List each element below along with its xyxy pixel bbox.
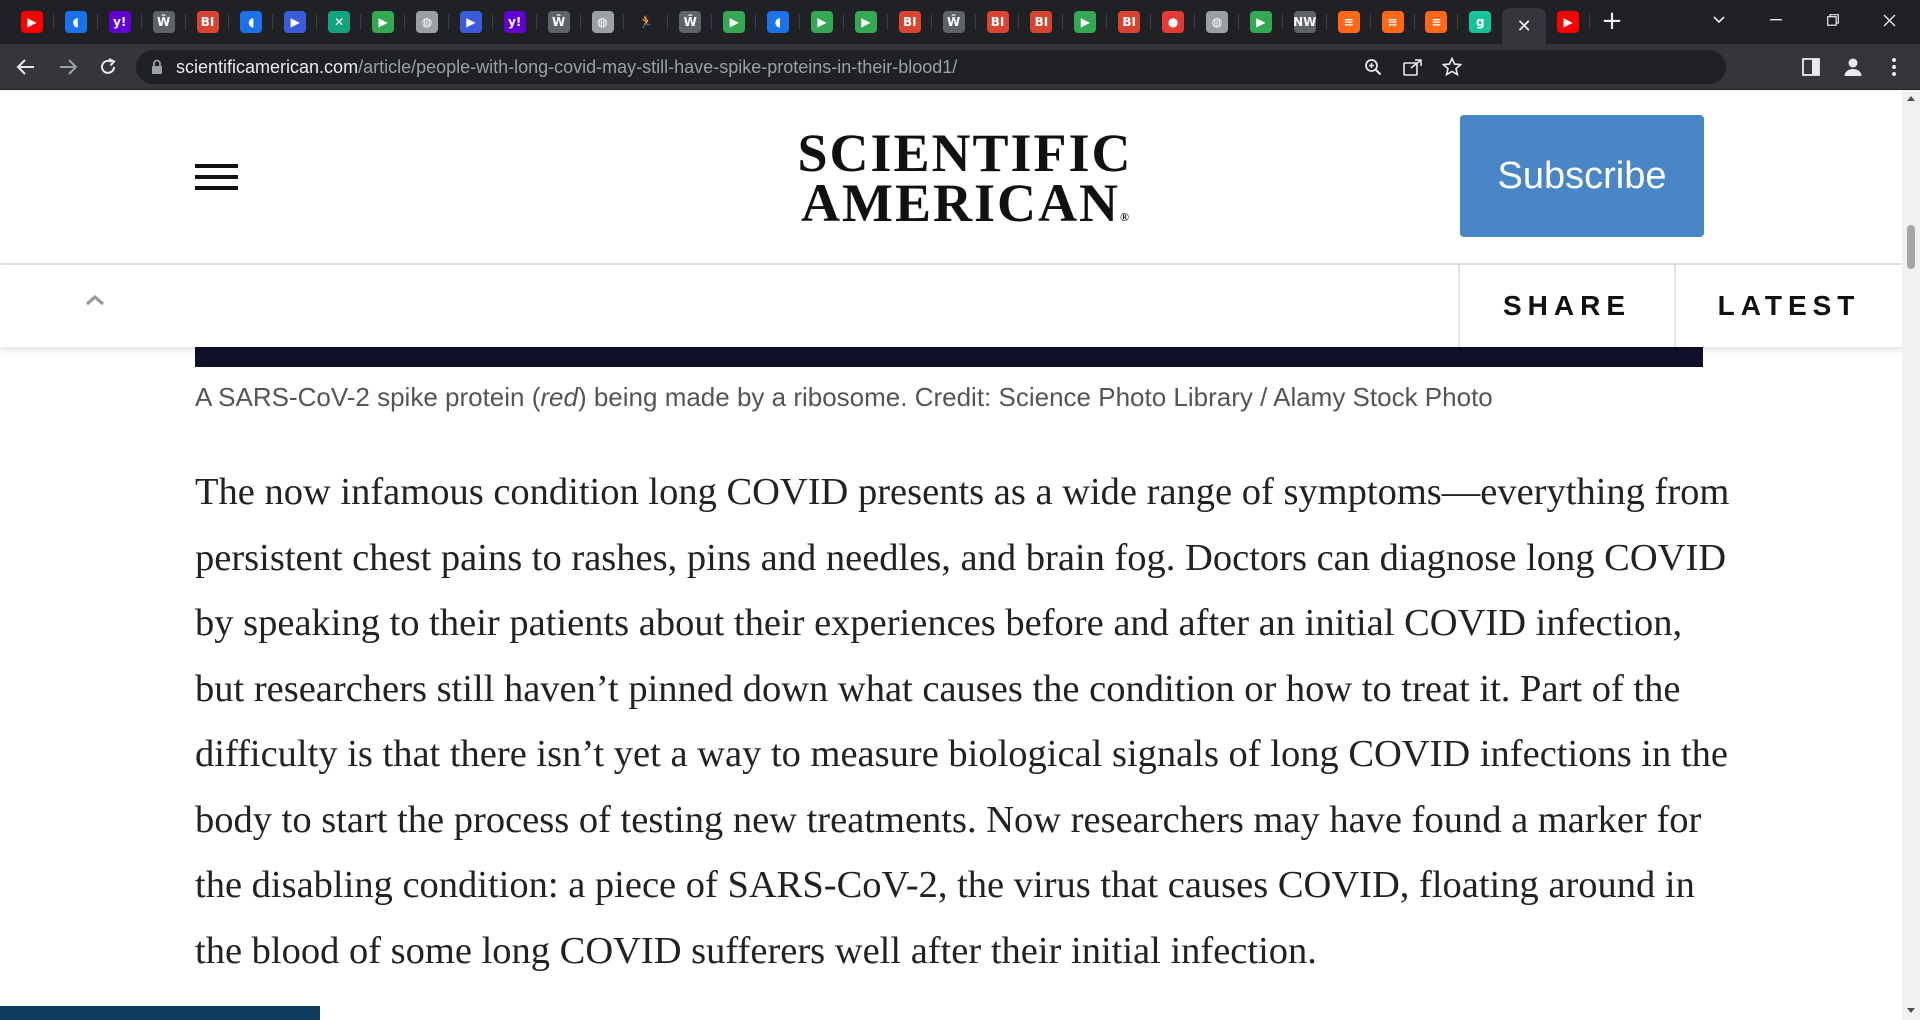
subscribe-button[interactable]: Subscribe <box>1460 115 1704 237</box>
browser-tab[interactable] <box>1019 0 1063 44</box>
grammarly-icon: g <box>1469 11 1491 33</box>
newspaper-icon: NW <box>1294 11 1316 33</box>
browser-tab[interactable] <box>712 0 756 44</box>
business-insider-icon: BI <box>1118 11 1140 33</box>
close-window-button[interactable] <box>1866 0 1912 40</box>
microphone-icon: ● <box>1162 11 1184 33</box>
browser-tab[interactable] <box>976 0 1020 44</box>
share-page-icon[interactable] <box>1403 58 1423 81</box>
bookmark-icon: ▶ <box>284 11 306 33</box>
more-menu-icon[interactable] <box>1878 51 1910 83</box>
sticky-subnav <box>0 265 1902 347</box>
browser-tab[interactable] <box>493 0 537 44</box>
site-logo[interactable] <box>770 123 1160 242</box>
article-paragraph: The now infamous condition long COVID presents as a wide range of symptoms—everything from persistent chest pains to rashes, pins and needles, and brain fog. Doctors can diagnose long COVID by speaking to their patients about their experiences before and after an initial COVID infection, but researchers still haven’t pinned down what causes the condition or how to treat it. Part of the difficulty is that there isn’t yet a way to measure biological signals of long COVID infections in the body to start the process of testing new treatments. Now researchers may have found a marker for the disabling condition: a piece of SARS-CoV-2, the virus that causes COVID, floating around in the blood of some long COVID sufferers well after their initial infection. <box>195 471 1730 972</box>
bookmark-star-icon[interactable] <box>1442 57 1462 82</box>
latest-button[interactable]: LATEST <box>1674 265 1902 347</box>
browser-tab[interactable] <box>10 0 54 44</box>
browser-tab[interactable] <box>1239 0 1283 44</box>
browser-tab[interactable] <box>1546 0 1590 44</box>
business-insider-icon: BI <box>899 11 921 33</box>
play-icon: ▶ <box>1250 11 1272 33</box>
scrollbar-thumb[interactable] <box>1907 225 1915 269</box>
browser-tab[interactable] <box>405 0 449 44</box>
caption-italic: red <box>540 382 578 412</box>
play-icon: ▶ <box>372 11 394 33</box>
logo-line-2-text: AMERICAN <box>801 173 1121 233</box>
wsj-icon: Ŵ <box>679 11 701 33</box>
bookmark-icon: ▶ <box>460 11 482 33</box>
wsj-icon: Ŵ <box>153 11 175 33</box>
browser-tab[interactable] <box>1371 0 1415 44</box>
browser-toolbar <box>0 44 1920 90</box>
logo-line-1: SCIENTIFIC <box>797 123 1133 183</box>
runner-icon: 🏃 <box>635 11 657 33</box>
browser-tab-strip <box>0 0 1920 44</box>
globe-icon: ◍ <box>1206 11 1228 33</box>
hamburger-menu-icon[interactable] <box>195 164 238 190</box>
tab-list <box>10 0 1590 44</box>
address-bar[interactable] <box>136 50 1726 84</box>
scroll-down-arrow-icon[interactable] <box>1907 1008 1915 1013</box>
caption-text-end: ) being made by a ribosome. Credit: Science Photo Library / Alamy Stock Photo <box>577 382 1493 412</box>
browser-tab[interactable] <box>624 0 668 44</box>
chevron-up-icon[interactable] <box>84 293 112 321</box>
browser-tab[interactable] <box>1107 0 1151 44</box>
substack-icon: ≡ <box>1425 11 1447 33</box>
browser-tab[interactable] <box>1415 0 1459 44</box>
url-text[interactable] <box>176 50 957 84</box>
browser-tab[interactable] <box>932 0 976 44</box>
shield-icon: ◖ <box>65 11 87 33</box>
browser-tab[interactable] <box>142 0 186 44</box>
substack-icon: ≡ <box>1338 11 1360 33</box>
shield-icon: ◖ <box>767 11 789 33</box>
browser-tab[interactable] <box>449 0 493 44</box>
substack-icon: ≡ <box>1382 11 1404 33</box>
yahoo-icon: y! <box>504 11 526 33</box>
browser-tab[interactable] <box>1283 0 1327 44</box>
business-insider-icon: BI <box>987 11 1009 33</box>
browser-tab[interactable] <box>186 0 230 44</box>
share-button[interactable]: SHARE <box>1458 265 1674 347</box>
browser-tab[interactable] <box>1327 0 1371 44</box>
site-header <box>0 90 1902 265</box>
business-insider-icon: BI <box>1030 11 1052 33</box>
scroll-up-arrow-icon[interactable] <box>1907 96 1915 101</box>
globe-icon: ◍ <box>416 11 438 33</box>
browser-tab[interactable] <box>756 0 800 44</box>
page-scrollbar[interactable] <box>1902 90 1920 1020</box>
wsj-icon: Ŵ <box>548 11 570 33</box>
back-arrow-icon[interactable] <box>10 51 42 83</box>
browser-tab[interactable] <box>317 0 361 44</box>
browser-tab[interactable] <box>229 0 273 44</box>
minimize-button[interactable] <box>1753 0 1799 40</box>
play-icon: ▶ <box>1074 11 1096 33</box>
browser-tab[interactable] <box>1458 0 1502 44</box>
browser-tab[interactable] <box>273 0 317 44</box>
restore-button[interactable] <box>1810 0 1856 40</box>
zoom-icon[interactable] <box>1364 58 1382 81</box>
reload-icon[interactable] <box>92 51 124 83</box>
article-body <box>195 460 1735 984</box>
wsj-icon: Ŵ <box>943 11 965 33</box>
play-icon: ▶ <box>855 11 877 33</box>
puzzle-icon: ✕ <box>328 11 350 33</box>
browser-tab[interactable] <box>54 0 98 44</box>
profile-icon[interactable] <box>1837 51 1869 83</box>
lock-icon[interactable] <box>151 59 163 80</box>
yahoo-icon: y! <box>109 11 131 33</box>
tab-active[interactable] <box>1502 8 1546 44</box>
caption-text-start: A SARS-CoV-2 spike protein ( <box>195 382 541 412</box>
new-tab-button[interactable]: + <box>1601 6 1623 36</box>
browser-tab[interactable] <box>800 0 844 44</box>
url-path: /article/people-with-long-covid-may-still-have-spike-proteins-in-their-blood1/ <box>358 57 958 77</box>
youtube-icon: ▶ <box>21 11 43 33</box>
shield-icon: ◖ <box>240 11 262 33</box>
url-domain: scientificamerican.com <box>176 57 359 77</box>
browser-tab[interactable] <box>1063 0 1107 44</box>
browser-tab[interactable] <box>668 0 712 44</box>
browser-tab[interactable] <box>1151 0 1195 44</box>
browser-tab[interactable] <box>844 0 888 44</box>
registered-mark: ® <box>1120 210 1129 224</box>
browser-tab[interactable] <box>361 0 405 44</box>
business-insider-icon: BI <box>197 11 219 33</box>
browser-tab[interactable] <box>581 0 625 44</box>
close-icon[interactable]: ✕ <box>1516 15 1532 37</box>
play-icon: ▶ <box>723 11 745 33</box>
browser-tab[interactable] <box>888 0 932 44</box>
bottom-progress-bar <box>0 1006 320 1020</box>
image-caption <box>195 380 1703 414</box>
play-icon: ▶ <box>811 11 833 33</box>
side-panel-icon[interactable] <box>1795 51 1827 83</box>
browser-tab[interactable] <box>98 0 142 44</box>
globe-icon: ◍ <box>592 11 614 33</box>
youtube-icon: ▶ <box>1557 11 1579 33</box>
logo-line-2 <box>770 173 1160 242</box>
tab-search-chevron-icon[interactable] <box>1696 0 1742 40</box>
browser-tab[interactable] <box>1195 0 1239 44</box>
forward-arrow-icon[interactable] <box>52 51 84 83</box>
page-viewport <box>0 90 1902 1020</box>
browser-tab[interactable] <box>537 0 581 44</box>
